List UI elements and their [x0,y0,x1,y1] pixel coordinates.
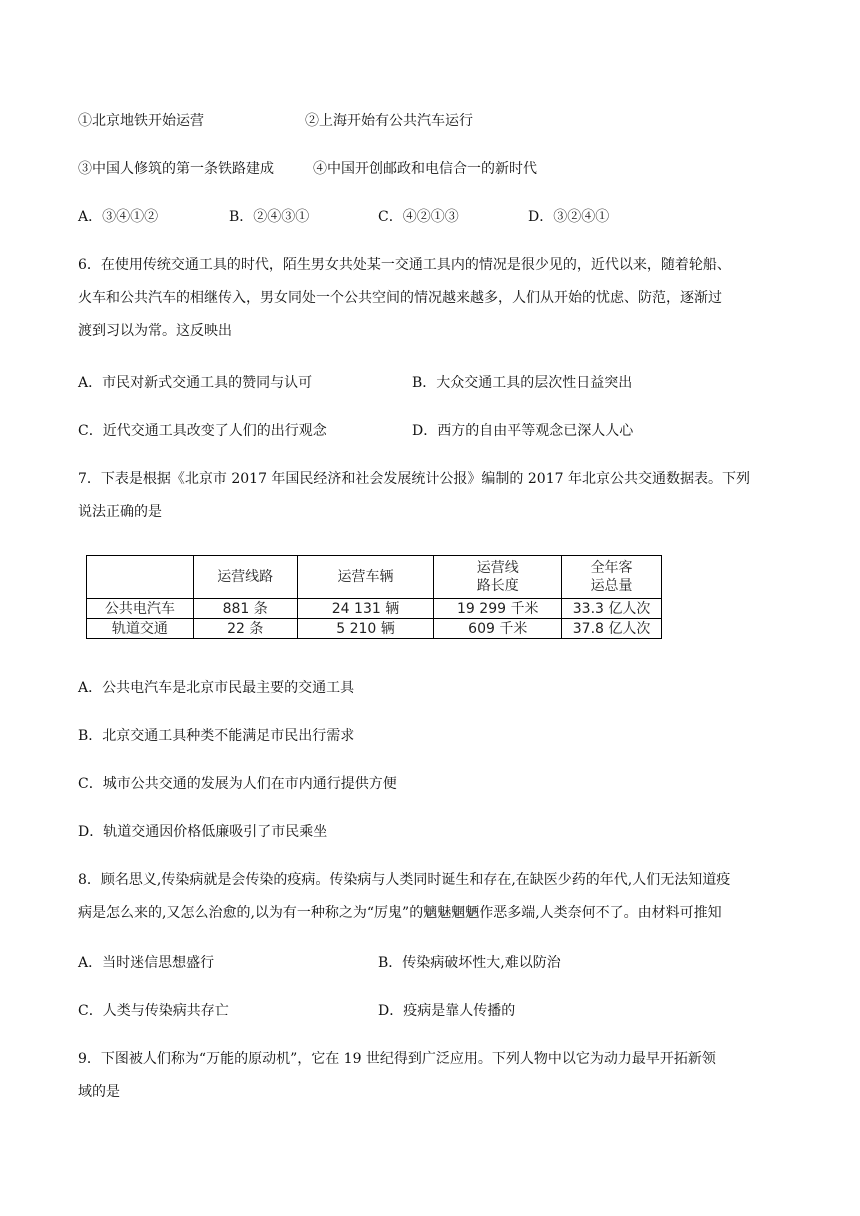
q7-stem-line-1: 7．下表是根据《北京市 2017 年国民经济和社会发展统计公报》编制的 2017 年北京公共交通数据表。下列 [78,471,750,487]
table-header-route-length: 运营线 路长度 [434,556,562,599]
q9-stem-line-1: 9．下图被人们称为“万能的原动机”，它在 19 世纪得到广泛应用。下列人物中以它为动力最早开拓新领 [78,1051,716,1067]
table-cell: 24 131 辆 [297,599,434,619]
table-row [87,599,662,619]
q5-option-b: B．②④③① [229,209,310,225]
q9-stem-line-2: 域的是 [78,1084,120,1100]
table-header-blank [87,556,194,599]
q5-item-1: ①北京地铁开始运营 [78,113,204,129]
q5-option-a: A．③④①② [78,209,159,225]
q8-option-c: C．人类与传染病共存亡 [78,1003,229,1019]
q7-option-c: C．城市公共交通的发展为人们在市内通行提供方便 [78,776,397,792]
table-cell: 33.3 亿人次 [562,599,662,619]
table-cell: 5 210 辆 [297,619,434,639]
q8-option-d: D．疫病是靠人传播的 [378,1003,516,1019]
table-cell: 609 千米 [434,619,562,639]
q6-stem-line-2: 火车和公共汽车的相继传入，男女同处一个公共空间的情况越来越多，人们从开始的忧虑、防范，逐渐过 [78,290,722,306]
table-header-routes: 运营线路 [193,556,297,599]
q6-option-b: B．大众交通工具的层次性日益突出 [412,375,633,391]
q7-option-d: D．轨道交通因价格低廉吸引了市民乘坐 [78,824,328,840]
table-cell: 881 条 [193,599,297,619]
q5-item-2: ②上海开始有公共汽车运行 [305,113,473,129]
q6-stem-line-3: 渡到习以为常。这反映出 [78,323,232,339]
q5-item-4: ④中国开创邮政和电信合一的新时代 [313,161,537,177]
table-header-annual-passengers: 全年客 运总量 [562,556,662,599]
q6-option-a: A．市民对新式交通工具的赞同与认可 [78,375,313,391]
q6-option-d: D．西方的自由平等观念已深人人心 [412,423,634,439]
q8-option-a: A．当时迷信思想盛行 [78,955,215,971]
q5-item-3: ③中国人修筑的第一条铁路建成 [78,161,274,177]
table-cell: 22 条 [193,619,297,639]
q5-option-c: C．④②①③ [378,209,459,225]
q7-option-a: A．公共电汽车是北京市民最主要的交通工具 [78,680,355,696]
table-cell: 公共电汽车 [87,599,194,619]
q8-option-b: B．传染病破坏性大,难以防治 [378,955,561,971]
transport-data-table [86,555,662,639]
q6-option-c: C．近代交通工具改变了人们的出行观念 [78,423,327,439]
q5-option-d: D．③②④① [528,209,610,225]
q8-stem-line-1: 8．顾名思义,传染病就是会传染的疫病。传染病与人类同时诞生和存在,在缺医少药的年代,人们无法知道疫 [78,872,731,888]
table-header-row [87,556,662,599]
table-row [87,619,662,639]
table-cell: 37.8 亿人次 [562,619,662,639]
q7-stem-line-2: 说法正确的是 [78,504,162,520]
q7-option-b: B．北京交通工具种类不能满足市民出行需求 [78,728,355,744]
table-cell: 19 299 千米 [434,599,562,619]
table-header-vehicles: 运营车辆 [297,556,434,599]
q6-stem-line-1: 6．在使用传统交通工具的时代，陌生男女共处某一交通工具内的情况是很少见的，近代以来，随着轮船、 [78,257,731,273]
table-cell: 轨道交通 [87,619,194,639]
q8-stem-line-2: 病是怎么来的,又怎么治愈的,以为有一种称之为“厉鬼”的魑魅魍魉作恶多端,人类奈何不了。由材料可推知 [78,905,722,921]
